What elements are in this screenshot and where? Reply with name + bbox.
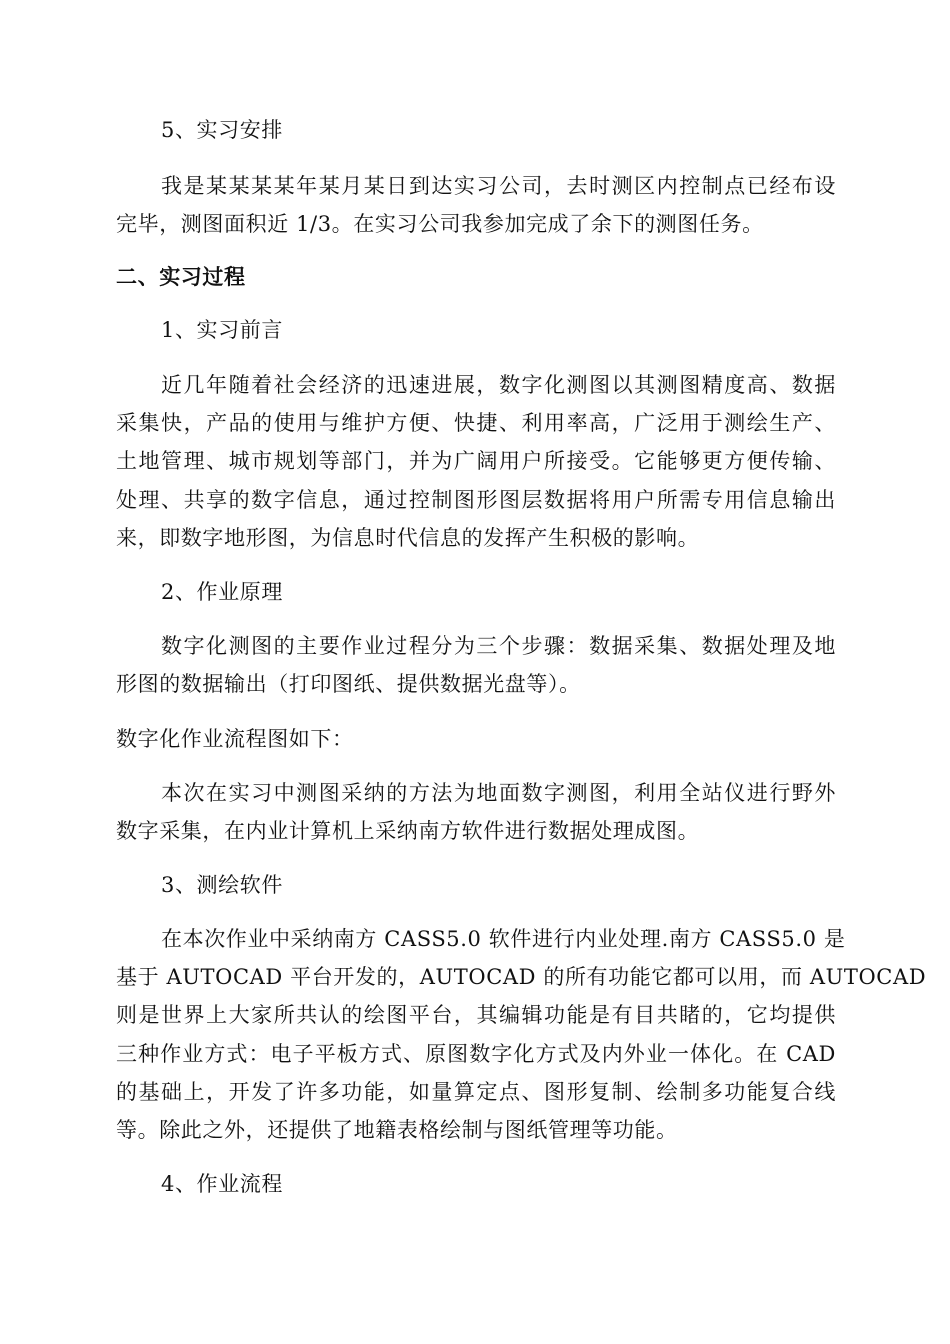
paragraph-line: 在本次作业中采纳南方 CASS5.0 软件进行内业处理.南方 CASS5.0 是	[161, 927, 846, 951]
paragraph-line: 我是某某某某年某月某日到达实习公司，去时测区内控制点已经布设	[161, 174, 836, 198]
paragraph-line: 则是世界上大家所共认的绘图平台，其编辑功能是有目共睹的，它均提供	[116, 1003, 836, 1027]
paragraph-line: 来，即数字地形图，为信息时代信息的发挥产生积极的影响。	[116, 526, 700, 550]
paragraph-line: 的基础上，开发了许多功能，如量算定点、图形复制、绘制多功能复合线	[116, 1080, 836, 1104]
paragraph-line: 土地管理、城市规划等部门，并为广阔用户所接受。它能够更方便传输、	[116, 449, 836, 473]
part2-heading: 二、实习过程	[116, 265, 246, 289]
paragraph-line: 形图的数据输出（打印图纸、提供数据光盘等）。	[116, 672, 581, 696]
paragraph-line: 基于 AUTOCAD 平台开发的，AUTOCAD 的所有功能它都可以用，而 AUTOCAD	[116, 965, 927, 989]
paragraph-line: 近几年随着社会经济的迅速进展，数字化测图以其测图精度高、数据	[161, 373, 836, 397]
paragraph-line: 本次在实习中测图采纳的方法为地面数字测图，利用全站仪进行野外	[161, 781, 836, 805]
paragraph-line: 三种作业方式：电子平板方式、原图数字化方式及内外业一体化。在 CAD	[116, 1042, 836, 1066]
section5-heading: 5、实习安排	[161, 118, 283, 142]
paragraph-line: 处理、共享的数字信息，通过控制图形图层数据将用户所需专用信息输出	[116, 488, 836, 512]
paragraph-line: 数字化测图的主要作业过程分为三个步骤：数据采集、数据处理及地	[161, 634, 836, 658]
sub3-heading: 3、测绘软件	[161, 873, 283, 897]
paragraph-line: 数字采集，在内业计算机上采纳南方软件进行数据处理成图。	[116, 819, 700, 843]
paragraph-line: 等。除此之外，还提供了地籍表格绘制与图纸管理等功能。	[116, 1118, 678, 1142]
sub4-heading: 4、作业流程	[161, 1172, 283, 1196]
paragraph-line: 完毕，测图面积近 1/3。在实习公司我参加完成了余下的测图任务。	[116, 212, 764, 236]
paragraph-line: 数字化作业流程图如下：	[116, 727, 354, 751]
sub2-heading: 2、作业原理	[161, 580, 283, 604]
paragraph-line: 采集快，产品的使用与维护方便、快捷、利用率高，广泛用于测绘生产、	[116, 411, 836, 435]
sub1-heading: 1、实习前言	[161, 318, 283, 342]
